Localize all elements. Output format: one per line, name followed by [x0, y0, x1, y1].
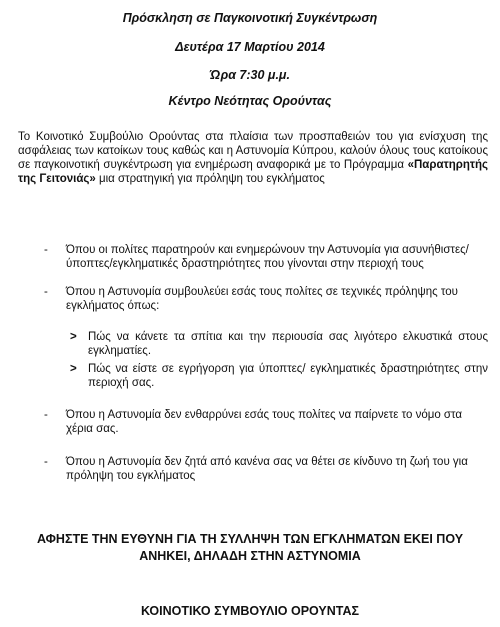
- header-date: Δευτέρα 17 Μαρτίου 2014: [175, 40, 325, 54]
- program-name: «Παρατηρητής της Γειτονιάς»: [18, 159, 488, 185]
- sub-item-text: Πώς να κάνετε τα σπίτια και την περιουσία σας λιγότερο ελκυστικά στους εγκληματίες.: [88, 331, 488, 357]
- bullet-text: Όπου οι πολίτες παρατηρούν και ενημερώνουν την Αστυνομία για ασυνήθιστες/ύποπτες/εγκληματικές δραστηριότητες που γίνονται στην περιοχή τους: [66, 244, 469, 270]
- arrow-marker: >: [70, 363, 77, 375]
- bullet-text: Όπου η Αστυνομία δεν ενθαρρύνει εσάς τους πολίτες να παίρνετε το νόμο στα χέρια σας.: [66, 409, 463, 435]
- closing-line-1: ΑΦΗΣΤΕ ΤΗΝ ΕΥΘΥΝΗ ΓΙΑ ΤΗ ΣΥΛΛΗΨΗ ΤΩΝ ΕΓΚΛΗΜΑΤΩΝ ΕΚΕΙ ΠΟΥ: [36, 532, 464, 546]
- sub-item-text: Πώς να είστε σε εγρήγορση για ύποπτες/ εγκληματικές δραστηριότητες στην περιοχή σας.: [88, 363, 488, 389]
- arrow-marker: >: [70, 331, 77, 343]
- intro-text-before: Το Κοινοτικό Συμβούλιο Ορούντας στα πλαίσια των προσπαθειών του για ενίσχυση της ασφάλειας των κατοίκων τους καθώς και η Αστυνομία Κύπρου, καλούν όλους τους κατοίκους σε παγκοινοτική συγκέντρωση για ενημέρωση αναφορικά με το Πρόγραμμα: [18, 131, 488, 171]
- intro-paragraph: [18, 130, 488, 186]
- dash-marker: -: [44, 456, 48, 468]
- dash-marker: -: [44, 244, 48, 256]
- header-venue: Κέντρο Νεότητας Ορούντας: [168, 94, 332, 108]
- dash-marker: -: [44, 409, 48, 421]
- intro-text-after: μια στρατηγική για πρόληψη του εγκλήματος: [95, 173, 325, 185]
- signature: ΚΟΙΝΟΤΙΚΟ ΣΥΜΒΟΥΛΙΟ ΟΡΟΥΝΤΑΣ: [140, 604, 360, 618]
- bullet-text: Όπου η Αστυνομία συμβουλεύει εσάς τους πολίτες σε τεχνικές πρόληψης του εγκλήματος όπως:: [66, 286, 458, 312]
- header-time: Ώρα 7:30 μ.μ.: [210, 68, 290, 82]
- dash-marker: -: [44, 286, 48, 298]
- bullet-text: Όπου η Αστυνομία δεν ζητά από κανένα σας να θέτει σε κίνδυνο τη ζωή του για πρόληψη του εγκλήματος: [66, 456, 468, 482]
- header-title: Πρόσκληση σε Παγκοινοτική Συγκέντρωση: [122, 11, 378, 25]
- closing-line-2: ΑΝΗΚΕΙ, ΔΗΛΑΔΗ ΣΤΗΝ ΑΣΤΥΝΟΜΙΑ: [139, 549, 361, 563]
